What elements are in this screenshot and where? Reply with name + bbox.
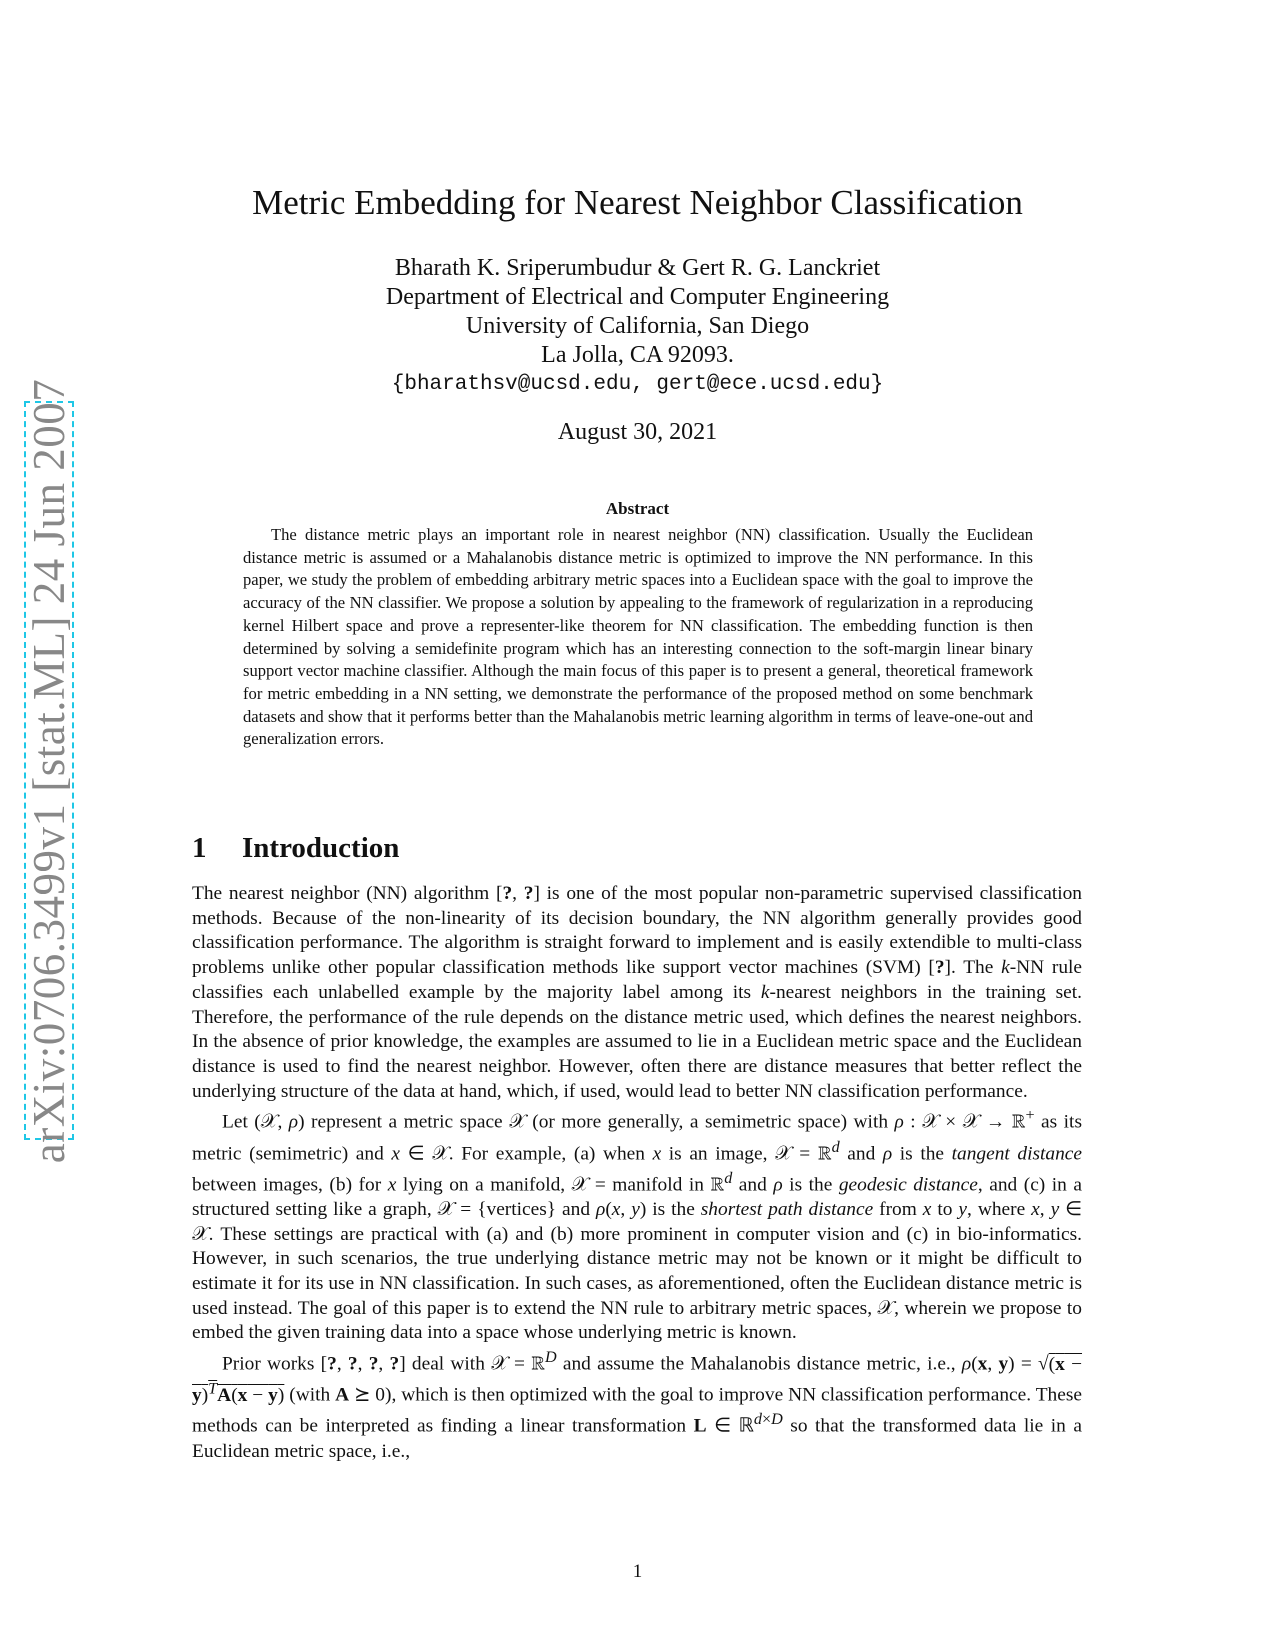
abstract-heading: Abstract (605, 499, 670, 518)
author-location: La Jolla, CA 92093. (541, 342, 734, 368)
intro-paragraph-1: The nearest neighbor (NN) algorithm [?, ?] is one of the most popular non-parametric supervised classification methods. Because of the non-linearity of its decision boundary, the NN algorithm generally provides good classification performance. The algorithm is straight forward to implement and is easily extendible to multi-class problems unlike other popular classification methods like support vector machines (SVM) [?]. The k-NN rule classifies each unlabelled example by the majority label among its k-nearest neighbors in the training set. Therefore, the performance of the rule depends on the distance metric used, which defines the nearest neighbors. In the absence of prior knowledge, the examples are assumed to lie in a Euclidean metric space and the Euclidean distance is used to find the nearest neighbor. However, often there are distance measures that better reflect the underlying structure of the data at hand, which, if used, would lead to better NN classification performance. (192, 883, 1083, 1102)
author-department: Department of Electrical and Computer Engineering (385, 284, 890, 310)
arxiv-stamp-text: arXiv:0706.3499v1 [stat.ML] 24 Jun 2007 (24, 378, 74, 1163)
paper-date: August 30, 2021 (557, 419, 718, 445)
paper-title: Metric Embedding for Nearest Neighbor Classification (252, 183, 1023, 222)
author-university: University of California, San Diego (465, 313, 810, 339)
author-block (0, 254, 1275, 399)
section-number: 1 (192, 832, 207, 864)
section-heading (192, 832, 399, 865)
page-number: 1 (632, 1561, 643, 1582)
intro-paragraph-2: Let (𝒳, ρ) represent a metric space 𝒳 (or more generally, a semimetric space) with ρ : 𝒳 × 𝒳 → ℝ+ as its metric (semimetric) and x ∈ 𝒳. For example, (a) when x is an image, 𝒳 = ℝ$^d$ and ρ is the tangent distance between images, (b) for x lying on a manifold, 𝒳 = manifold in ℝ$^d$ and ρ is the geodesic distance, and (c) in a structured setting like a graph, 𝒳 = {vertices} and ρ(x, y) is the shortest path distance from x to y, where x, y ∈ 𝒳. These settings are practical with (a) and (b) more prominent in computer vision and (c) in bio-informatics. However, in such scenarios, the true underlying distance metric may not be known or it might be difficult to estimate it for its use in NN classification. In such cases, as aforementioned, often the Euclidean distance metric is used instead. The goal of this paper is to extend the NN rule to arbitrary metric spaces, 𝒳, wherein we propose to embed the given training data into a space whose underlying metric is known. (192, 1107, 1083, 1344)
intro-paragraph-3: Prior works [?, ?, ?, ?] deal with 𝒳 = ℝ$^D$ and assume the Mahalanobis distance metric, i.e., ρ(x, $y) = √(x - y)^TA(x - y)$ (with A ⪰ 0), which is then optimized with the goal to improve NN classification performance. These methods can be interpreted as finding a linear transformation L ∈ ℝ$^{d\times D}$ so that the transformed data lie in a Euclidean metric space, i.e., (192, 1349, 1083, 1462)
intro-body (192, 882, 1082, 1464)
author-emails: {bharathsv@ucsd.edu, gert@ece.ucsd.edu} (391, 373, 884, 396)
author-names: Bharath K. Sriperumbudur & Gert R. G. Lanckriet (394, 255, 881, 281)
section-title: Introduction (242, 832, 400, 864)
abstract-text: The distance metric plays an important role in nearest neighbor (NN) classification. Usually the Euclidean distance metric is assumed or a Mahalanobis distance metric is optimized to improve the NN performance. In this paper, we study the problem of embedding arbitrary metric spaces into a Euclidean space with the goal to improve the accuracy of the NN classifier. We propose a solution by appealing to the framework of regularization in a reproducing kernel Hilbert space and prove a representer-like theorem for NN classification. The embedding function is then determined by solving a semidefinite program which has an interesting connection to the soft-margin linear binary support vector machine classifier. Although the main focus of this paper is to present a general, theoretical framework for metric embedding in a NN setting, we demonstrate the performance of the proposed method on some benchmark datasets and show that it performs better than the Mahalanobis metric learning algorithm in terms of leave-one-out and generalization errors. (243, 525, 1033, 749)
